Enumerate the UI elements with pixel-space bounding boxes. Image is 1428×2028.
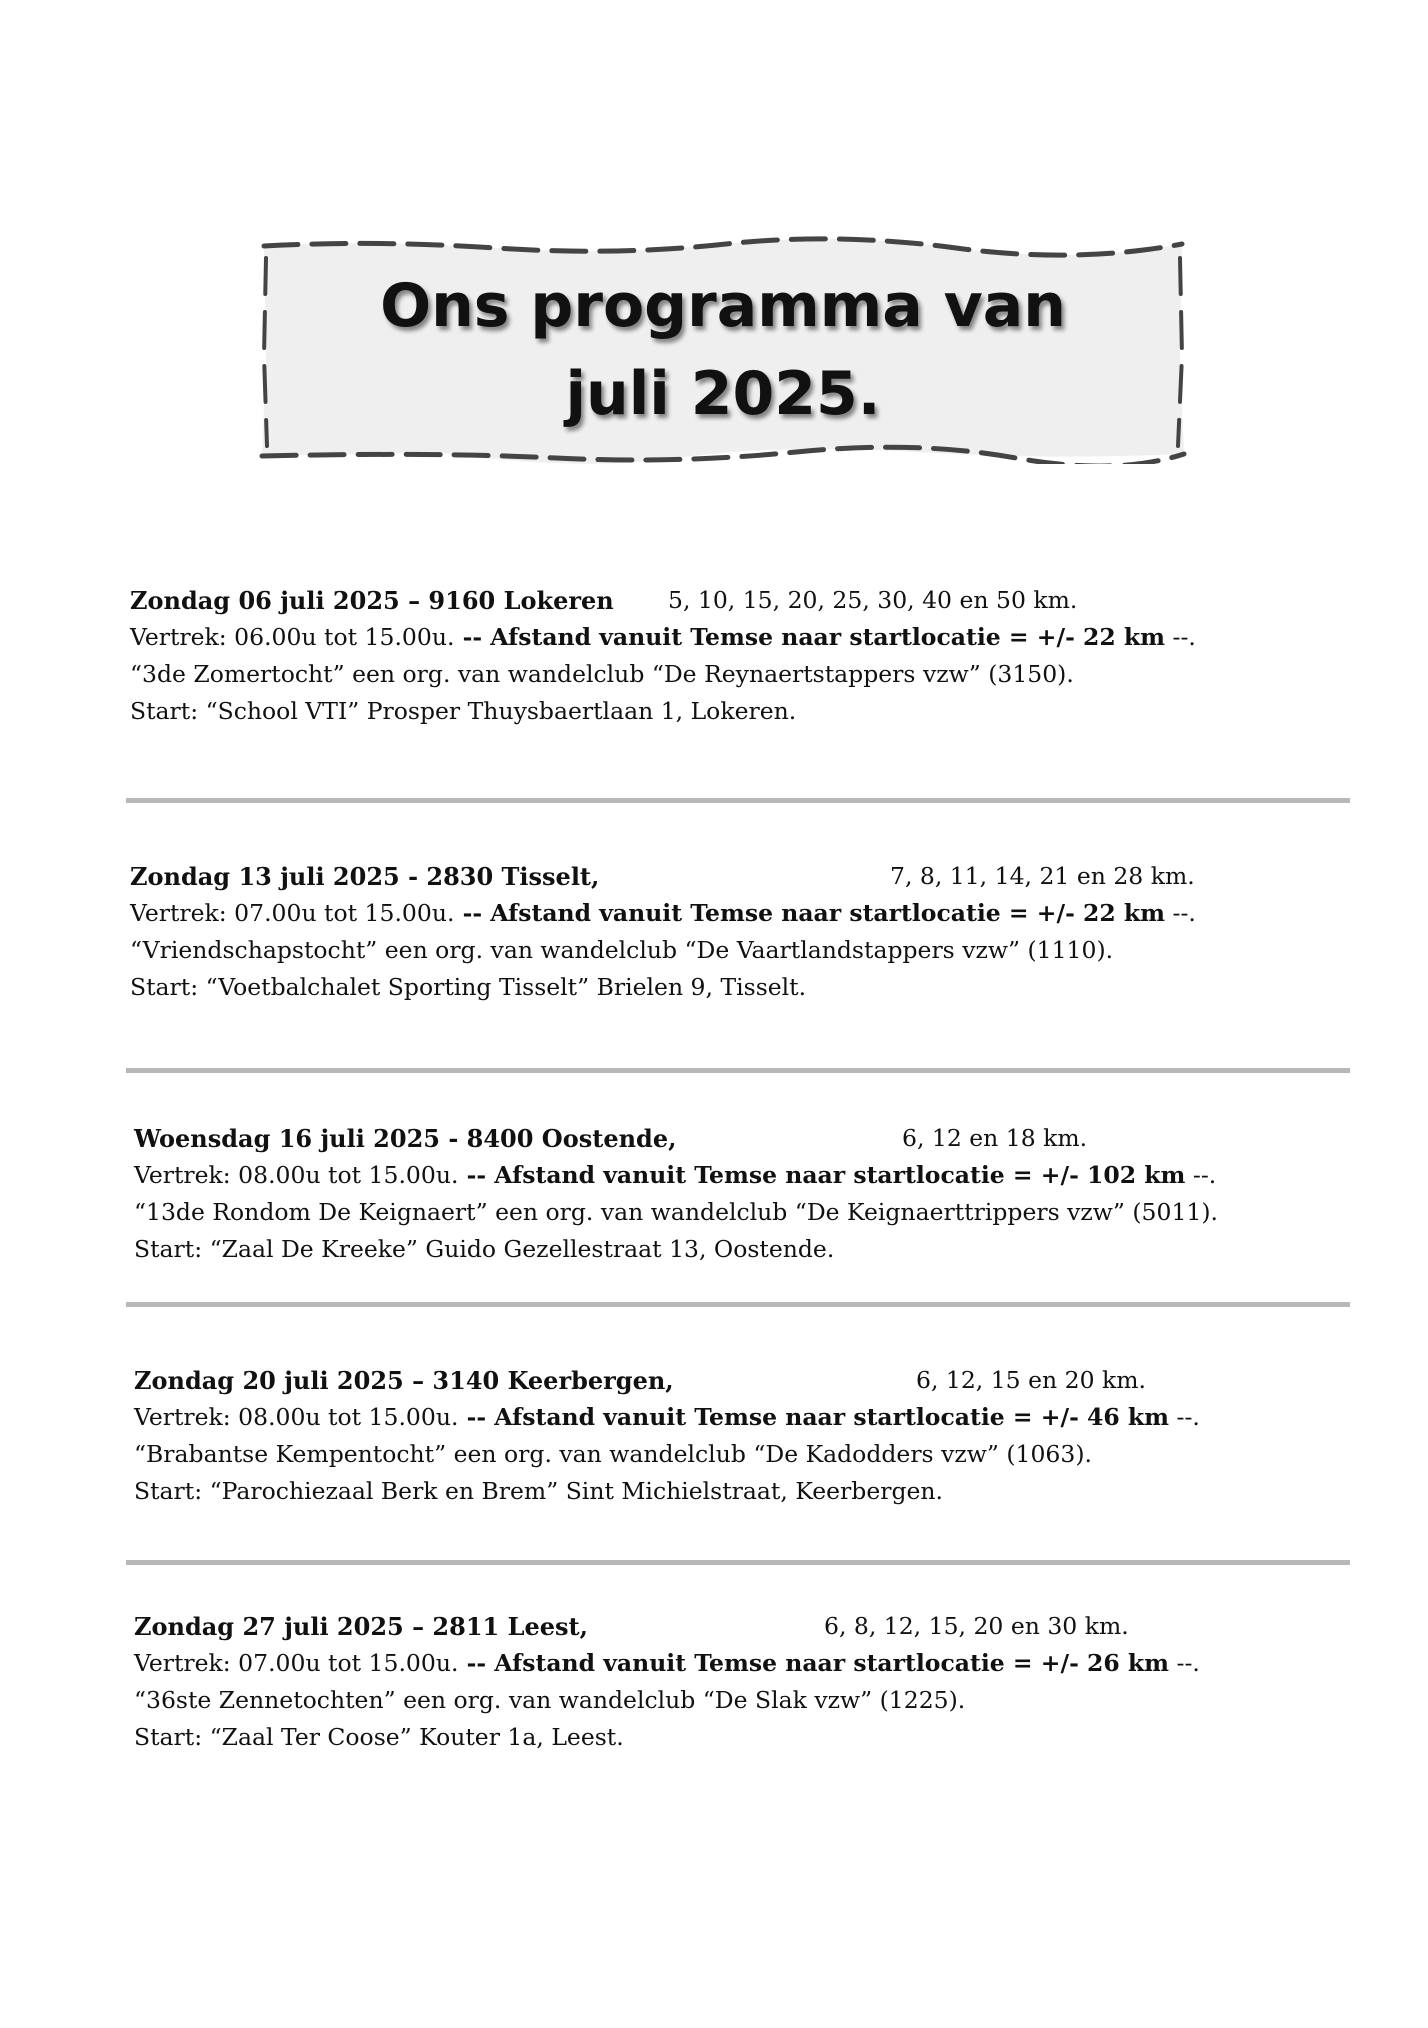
title-line-1: Ons programma van bbox=[380, 271, 1066, 341]
event-departure: Vertrek: 08.00u tot 15.00u. bbox=[134, 1403, 459, 1431]
event-distances: 6, 8, 12, 15, 20 en 30 km. bbox=[824, 1612, 1129, 1640]
event-start-location: Start: “Voetbalchalet Sporting Tisselt” Brielen 9, Tisselt. bbox=[130, 973, 807, 1001]
event-travel-suffix: --. bbox=[1169, 1649, 1200, 1677]
event-travel-suffix: --. bbox=[1185, 1161, 1217, 1189]
event-organizer: “13de Rondom De Keignaert” een org. van wandelclub “De Keignaerttrippers vzw” (5011). bbox=[134, 1198, 1218, 1226]
event-start-location: Start: “Zaal Ter Coose” Kouter 1a, Leest. bbox=[134, 1723, 624, 1751]
event-travel-distance: -- Afstand vanuit Temse naar startlocatie = +/- 102 km bbox=[458, 1161, 1186, 1189]
event-departure-line bbox=[134, 1399, 1354, 1436]
event-heading-line bbox=[130, 858, 1350, 895]
event-start-location: Start: “Parochiezaal Berk en Brem” Sint Michielstraat, Keerbergen. bbox=[134, 1477, 944, 1505]
event-heading-line bbox=[134, 1120, 1354, 1157]
event-departure: Vertrek: 06.00u tot 15.00u. bbox=[130, 623, 455, 651]
event-block bbox=[134, 1120, 1354, 1268]
event-heading-line bbox=[134, 1608, 1354, 1645]
event-block bbox=[130, 858, 1350, 1006]
separator bbox=[126, 1560, 1350, 1565]
event-travel-distance: -- Afstand vanuit Temse naar startlocatie = +/- 46 km bbox=[458, 1403, 1170, 1431]
event-travel-distance: -- Afstand vanuit Temse naar startlocatie = +/- 22 km bbox=[454, 899, 1166, 927]
event-travel-suffix: --. bbox=[1165, 899, 1196, 927]
event-organizer: “36ste Zennetochten” een org. van wandelclub “De Slak vzw” (1225). bbox=[134, 1686, 966, 1714]
separator bbox=[126, 1302, 1350, 1307]
event-travel-distance: -- Afstand vanuit Temse naar startlocatie = +/- 26 km bbox=[458, 1649, 1170, 1677]
event-departure-line bbox=[130, 895, 1350, 932]
event-heading: Zondag 20 juli 2025 – 3140 Keerbergen, bbox=[134, 1366, 674, 1395]
event-heading: Zondag 06 juli 2025 – 9160 Lokeren bbox=[130, 586, 614, 615]
event-departure-line bbox=[134, 1645, 1354, 1682]
page-title bbox=[256, 262, 1190, 438]
event-distances: 5, 10, 15, 20, 25, 30, 40 en 50 km. bbox=[668, 586, 1078, 614]
event-distances: 6, 12, 15 en 20 km. bbox=[916, 1366, 1146, 1394]
separator bbox=[126, 1068, 1350, 1073]
event-heading-line bbox=[130, 582, 1350, 619]
event-block bbox=[130, 582, 1350, 730]
event-block bbox=[134, 1608, 1354, 1756]
event-departure: Vertrek: 08.00u tot 15.00u. bbox=[134, 1161, 459, 1189]
event-travel-distance: -- Afstand vanuit Temse naar startlocatie = +/- 22 km bbox=[454, 623, 1166, 651]
event-start-location: Start: “Zaal De Kreeke” Guido Gezellestraat 13, Oostende. bbox=[134, 1235, 835, 1263]
event-heading: Woensdag 16 juli 2025 - 8400 Oostende, bbox=[134, 1124, 677, 1153]
event-departure: Vertrek: 07.00u tot 15.00u. bbox=[134, 1649, 459, 1677]
event-distances: 6, 12 en 18 km. bbox=[902, 1124, 1088, 1152]
event-heading: Zondag 27 juli 2025 – 2811 Leest, bbox=[134, 1612, 588, 1641]
event-departure-line bbox=[130, 619, 1350, 656]
event-organizer: “3de Zomertocht” een org. van wandelclub “De Reynaertstappers vzw” (3150). bbox=[130, 660, 1074, 688]
event-departure: Vertrek: 07.00u tot 15.00u. bbox=[130, 899, 455, 927]
title-line-2: juli 2025. bbox=[565, 359, 881, 429]
title-banner bbox=[256, 236, 1190, 464]
event-start-location: Start: “School VTI” Prosper Thuysbaertlaan 1, Lokeren. bbox=[130, 697, 797, 725]
event-heading: Zondag 13 juli 2025 - 2830 Tisselt, bbox=[130, 862, 600, 891]
event-organizer: “Vriendschapstocht” een org. van wandelclub “De Vaartlandstappers vzw” (1110). bbox=[130, 936, 1114, 964]
event-block bbox=[134, 1362, 1354, 1510]
event-distances: 7, 8, 11, 14, 21 en 28 km. bbox=[890, 862, 1195, 890]
event-departure-line bbox=[134, 1157, 1354, 1194]
separator bbox=[126, 798, 1350, 803]
event-travel-suffix: --. bbox=[1169, 1403, 1200, 1431]
event-travel-suffix: --. bbox=[1165, 623, 1196, 651]
event-heading-line bbox=[134, 1362, 1354, 1399]
event-organizer: “Brabantse Kempentocht” een org. van wandelclub “De Kadodders vzw” (1063). bbox=[134, 1440, 1092, 1468]
